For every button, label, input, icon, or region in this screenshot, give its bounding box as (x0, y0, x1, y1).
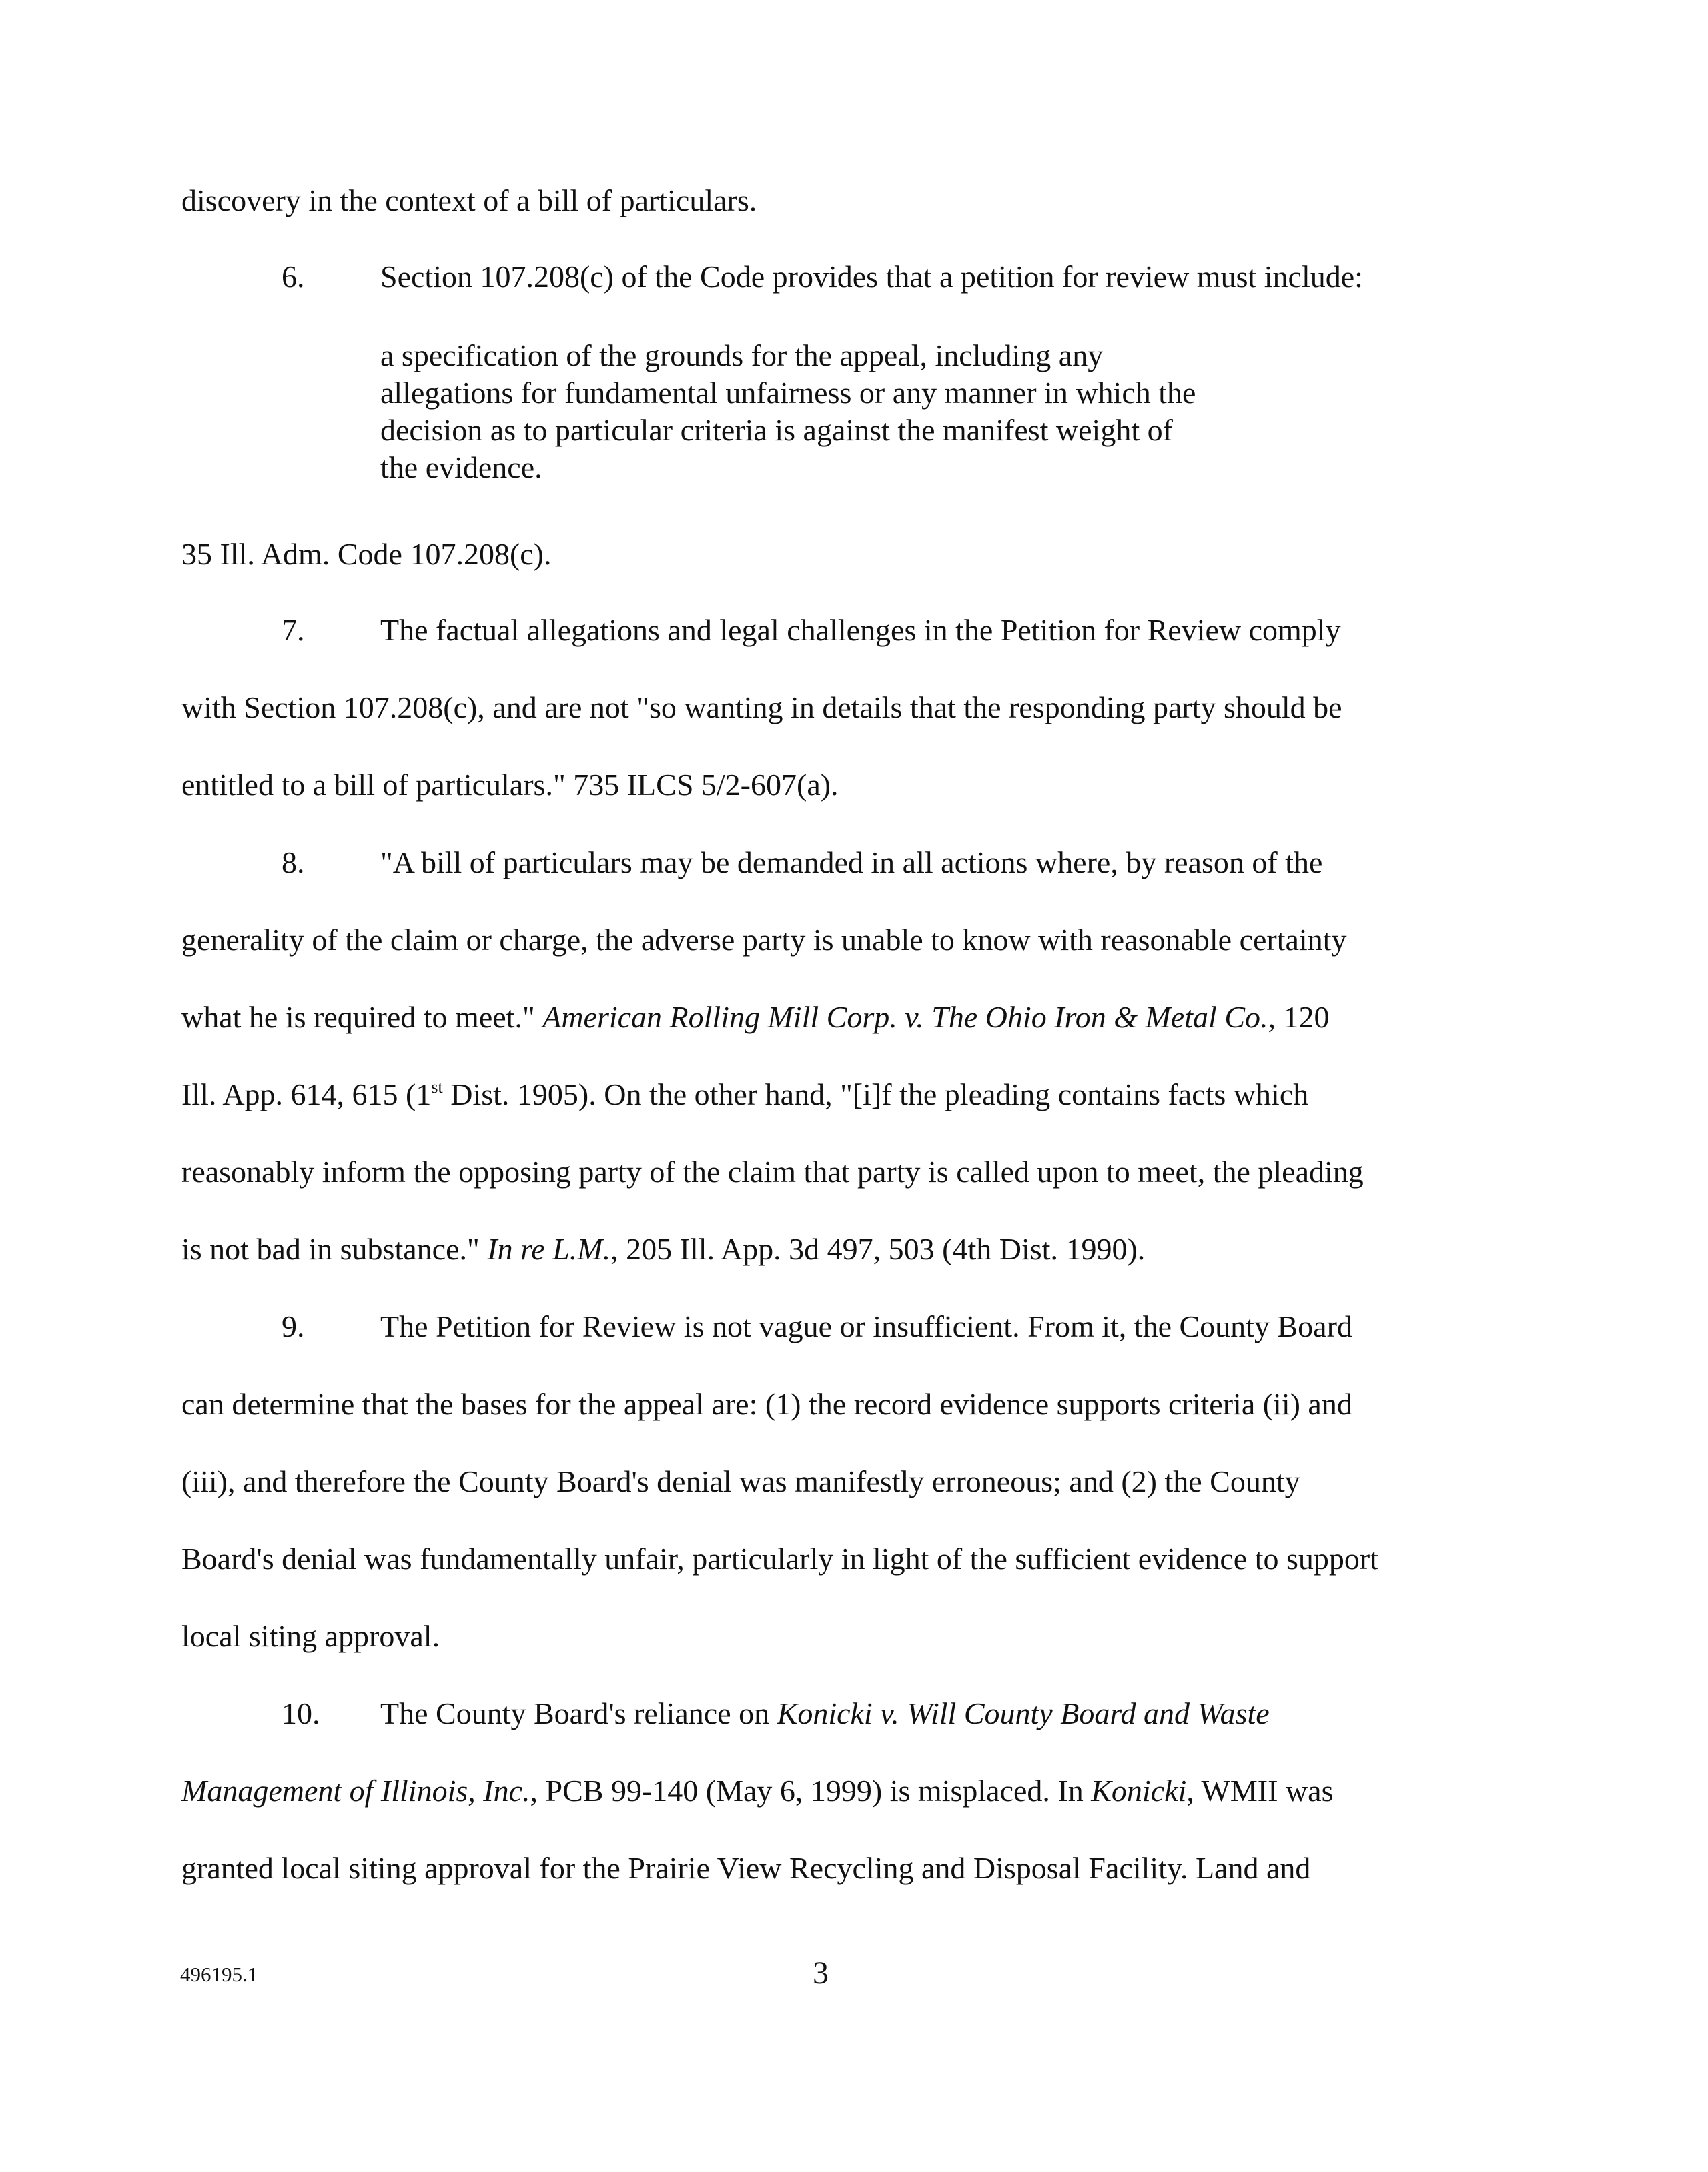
paragraph-number: 8. (282, 845, 305, 879)
text-line: entitled to a bill of particulars." 735 ILCS 5/2-607(a). (181, 768, 839, 802)
text-line: reasonably inform the opposing party of the claim that party is called upon to meet, the pleading (181, 1155, 1364, 1189)
paragraph-number: 10. (282, 1696, 320, 1730)
text-line: local siting approval. (181, 1619, 440, 1653)
case-name: American Rolling Mill Corp. v. The Ohio Iron & Metal Co. (542, 1000, 1268, 1034)
block-quote-line: decision as to particular criteria is against the manifest weight of (380, 413, 1173, 447)
superscript: st (431, 1077, 443, 1097)
document-id: 496195.1 (180, 1963, 258, 1986)
text-line: The County Board's reliance on Konicki v. Will County Board and Waste (380, 1696, 1270, 1730)
text-line: discovery in the context of a bill of particulars. (181, 183, 757, 217)
text-line: what he is required to meet." American Rolling Mill Corp. v. The Ohio Iron & Metal Co., 120 (181, 1000, 1330, 1034)
text-line: can determine that the bases for the appeal are: (1) the record evidence supports criteria (ii) and (181, 1387, 1352, 1421)
case-name: Konicki v. Will County Board and Waste (777, 1696, 1270, 1730)
page-number: 3 (813, 1955, 829, 1991)
text-line: with Section 107.208(c), and are not "so wanting in details that the responding party should be (181, 690, 1342, 724)
paragraph-number: 6. (282, 259, 305, 294)
block-quote-line: allegations for fundamental unfairness or any manner in which the (380, 376, 1196, 410)
block-quote-line: the evidence. (380, 450, 542, 484)
block-quote-line: a specification of the grounds for the appeal, including any (380, 338, 1104, 372)
text-line: generality of the claim or charge, the adverse party is unable to know with reasonable certainty (181, 923, 1347, 957)
paragraph-number: 9. (282, 1309, 305, 1343)
citation-line: 35 Ill. Adm. Code 107.208(c). (181, 537, 552, 571)
text-line: Board's denial was fundamentally unfair, particularly in light of the sufficient evidence to support (181, 1542, 1378, 1576)
text-line: is not bad in substance." In re L.M., 205 Ill. App. 3d 497, 503 (4th Dist. 1990). (181, 1232, 1146, 1266)
paragraph-number: 7. (282, 613, 305, 647)
text-line: Management of Illinois, Inc., PCB 99-140 (May 6, 1999) is misplaced. In Konicki, WMII was (181, 1774, 1334, 1808)
text-line: The Petition for Review is not vague or insufficient. From it, the County Board (380, 1309, 1352, 1343)
text-line: Ill. App. 614, 615 (1st Dist. 1905). On the other hand, "[i]f the pleading contains facts which (181, 1077, 1309, 1111)
text-line: granted local siting approval for the Prairie View Recycling and Disposal Facility. Land and (181, 1851, 1311, 1885)
text-line: (iii), and therefore the County Board's denial was manifestly erroneous; and (2) the County (181, 1464, 1300, 1498)
case-name: In re L.M. (487, 1232, 611, 1266)
text-line: The factual allegations and legal challenges in the Petition for Review comply (380, 613, 1341, 647)
case-name: Konicki (1091, 1774, 1187, 1808)
case-name: Management of Illinois, Inc. (181, 1774, 530, 1808)
text-line: Section 107.208(c) of the Code provides that a petition for review must include: (380, 259, 1363, 294)
text-line: "A bill of particulars may be demanded in all actions where, by reason of the (380, 845, 1323, 879)
